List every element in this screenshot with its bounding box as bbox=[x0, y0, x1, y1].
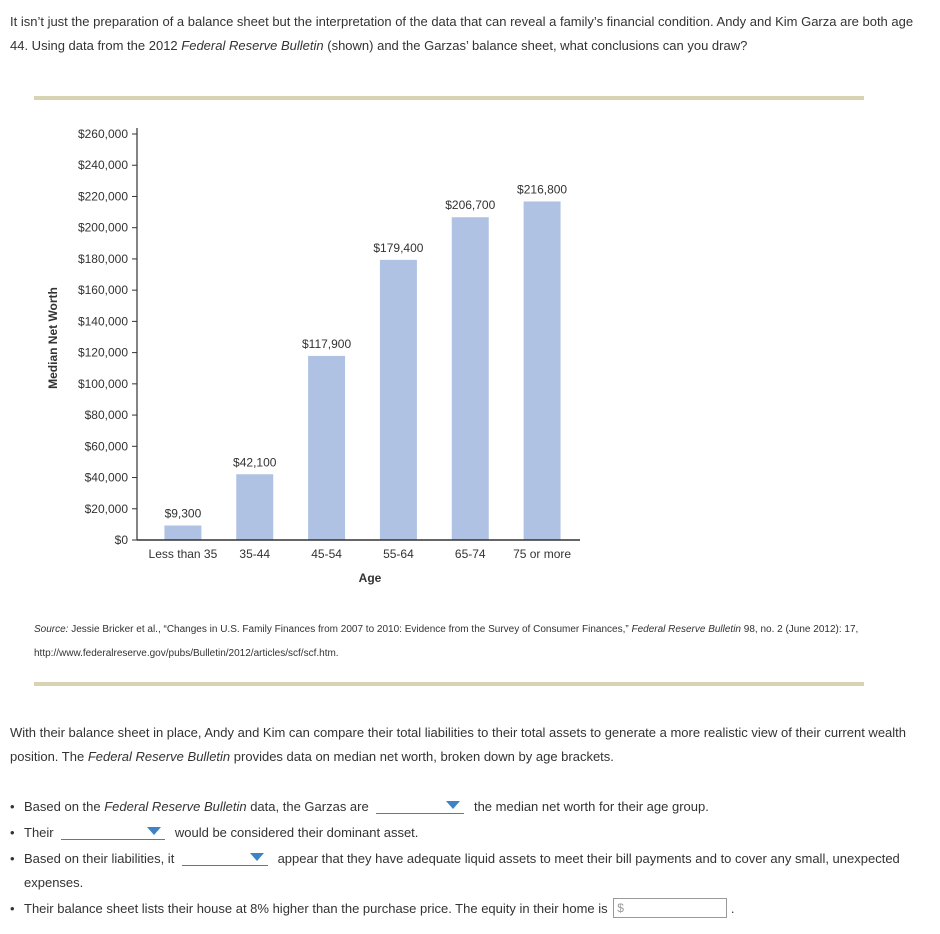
liquidity-dropdown[interactable] bbox=[182, 849, 268, 866]
source-text-2: 98, no. 2 (June 2012): 17, http://www.federalreserve.gov/pubs/Bulletin/2012/articles/scf/scf.htm. bbox=[34, 624, 859, 659]
q3-text-a: Based on their liabilities, it bbox=[24, 851, 175, 866]
y-tick-label: $240,000 bbox=[77, 158, 128, 173]
bottom-divider bbox=[34, 682, 864, 686]
x-tick-label: 45-54 bbox=[311, 547, 342, 561]
intro-paragraph bbox=[10, 10, 928, 58]
data-label: $42,100 bbox=[233, 455, 277, 470]
y-tick-label: $160,000 bbox=[77, 283, 128, 298]
y-tick-label: $60,000 bbox=[84, 439, 128, 454]
chevron-down-icon bbox=[250, 853, 264, 861]
bar bbox=[524, 201, 561, 540]
comparison-dropdown[interactable] bbox=[376, 797, 464, 814]
question-3 bbox=[10, 847, 910, 895]
intro-italic: Federal Reserve Bulletin bbox=[181, 38, 324, 53]
q1-italic: Federal Reserve Bulletin bbox=[104, 799, 247, 814]
q4-text-a: Their balance sheet lists their house at 8% higher than the purchase price. The equity in their home is bbox=[24, 901, 608, 916]
source-text-1: Jessie Bricker et al., “Changes in U.S. Family Finances from 2007 to 2010: Evidence from the Survey of Consumer Finances,” bbox=[68, 624, 632, 635]
y-tick-label: $100,000 bbox=[77, 376, 128, 391]
q3-text-b: appear that they have adequate liquid assets to meet their bill payments and to cover any small, unexpected expenses. bbox=[24, 851, 900, 890]
q2-text-b: would be considered their dominant asset. bbox=[174, 825, 419, 840]
x-axis bbox=[137, 540, 580, 561]
question-1 bbox=[10, 795, 910, 819]
x-tick-label: 35-44 bbox=[239, 547, 271, 561]
bar bbox=[380, 260, 417, 540]
data-label: $117,900 bbox=[301, 336, 352, 351]
y-tick-label: $140,000 bbox=[77, 314, 128, 329]
context-italic: Federal Reserve Bulletin bbox=[87, 749, 231, 764]
x-tick-label: 75 or more bbox=[513, 547, 572, 561]
bar bbox=[236, 474, 273, 540]
y-axis-title: Median Net Worth bbox=[46, 287, 60, 389]
chevron-down-icon bbox=[446, 801, 460, 809]
dominant-asset-dropdown[interactable] bbox=[61, 823, 165, 840]
q1-text-c: the median net worth for their age group. bbox=[473, 799, 709, 814]
question-2 bbox=[10, 821, 910, 845]
data-label: $216,800 bbox=[517, 182, 568, 197]
x-axis-title: Age bbox=[358, 571, 382, 585]
x-tick-label: 55-64 bbox=[383, 547, 414, 561]
y-tick-label: $40,000 bbox=[84, 470, 128, 485]
q4-text-end: . bbox=[730, 901, 735, 916]
bar bbox=[164, 525, 201, 540]
source-italic: Federal Reserve Bulletin bbox=[631, 624, 741, 635]
data-label: $9,300 bbox=[164, 506, 202, 521]
bars bbox=[164, 182, 567, 540]
intro-text-1: It isn’t just the preparation of a balance sheet but the interpretation of the data that can reveal a family’s financial condition. Andy and Kim Garza are both age 44. Using data from the 2012 bbox=[10, 14, 914, 53]
y-tick-label: $200,000 bbox=[77, 220, 128, 235]
source-citation bbox=[34, 618, 864, 666]
q1-text-a: Based on the bbox=[24, 799, 105, 814]
question-list bbox=[10, 795, 910, 923]
intro-text-2: (shown) and the Garzas’ balance sheet, what conclusions can you draw? bbox=[323, 38, 748, 53]
home-equity-input[interactable] bbox=[613, 898, 727, 918]
q2-text-a: Their bbox=[24, 825, 54, 840]
x-tick-label: 65-74 bbox=[454, 547, 486, 561]
context-paragraph bbox=[10, 721, 928, 769]
q1-text-b: data, the Garzas are bbox=[246, 799, 369, 814]
y-axis bbox=[78, 127, 137, 547]
source-label: Source: bbox=[34, 624, 69, 635]
y-tick-label: $20,000 bbox=[84, 501, 128, 516]
y-tick-label: $80,000 bbox=[84, 408, 128, 423]
x-tick-label: Less than 35 bbox=[148, 547, 218, 561]
net-worth-bar-chart bbox=[0, 110, 620, 600]
context-text-1: With their balance sheet in place, Andy and Kim can compare their total liabilities to their total assets to generate a more realistic view of their current wealth position. The bbox=[10, 725, 907, 764]
y-tick-label: $120,000 bbox=[77, 345, 128, 360]
question-4 bbox=[10, 897, 910, 921]
y-tick-label: $220,000 bbox=[77, 189, 128, 204]
top-divider bbox=[34, 96, 864, 100]
context-text-2: provides data on median net worth, broken down by age brackets. bbox=[230, 749, 614, 764]
chevron-down-icon bbox=[147, 827, 161, 835]
bar bbox=[452, 217, 489, 540]
dollar-prefix: $ bbox=[617, 901, 624, 915]
y-tick-label: $180,000 bbox=[77, 251, 128, 266]
y-tick-label: $260,000 bbox=[77, 127, 128, 141]
bar bbox=[308, 356, 345, 540]
data-label: $206,700 bbox=[445, 198, 496, 213]
y-tick-label: $0 bbox=[114, 533, 128, 547]
data-label: $179,400 bbox=[373, 240, 424, 255]
